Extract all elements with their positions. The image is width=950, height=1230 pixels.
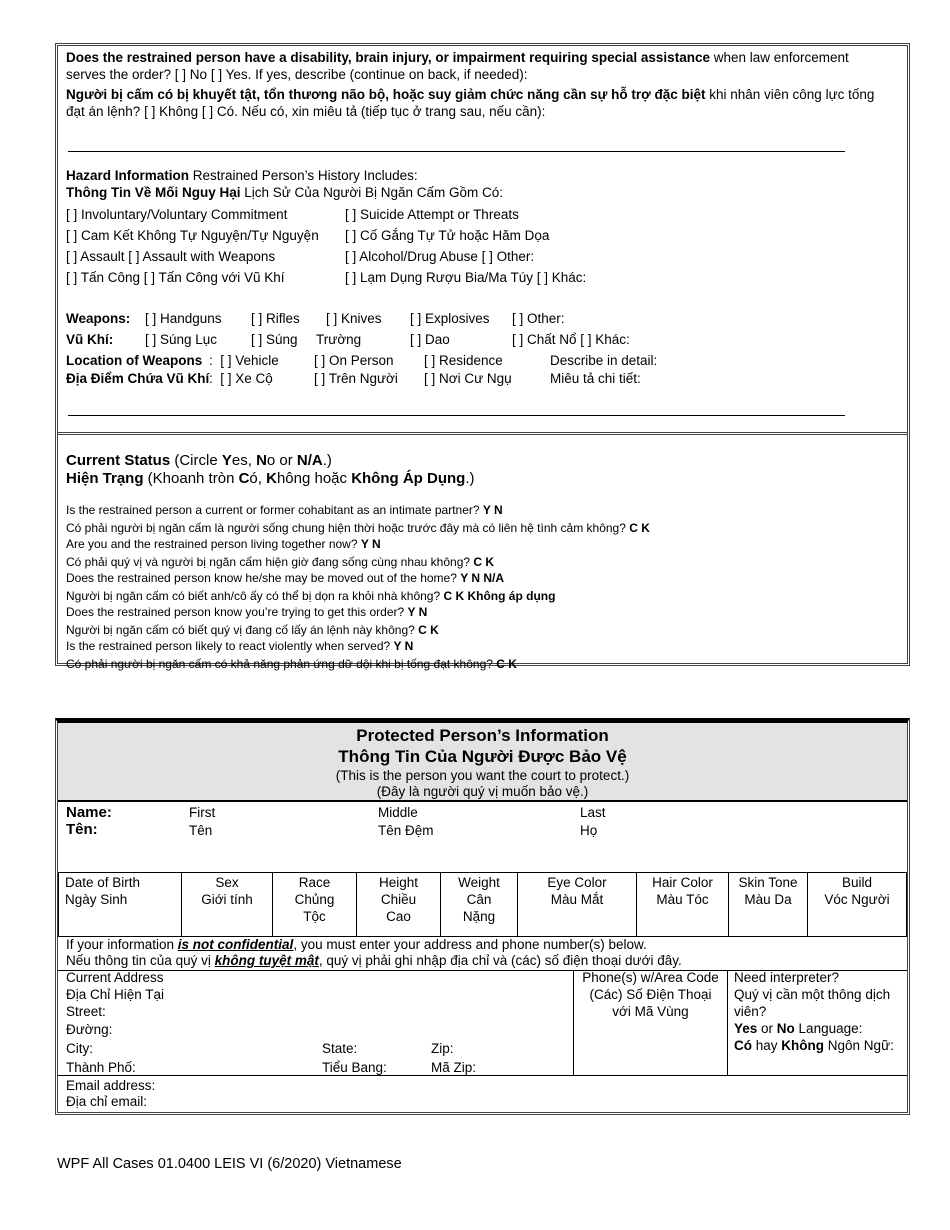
sex-cell[interactable]: Sex Giới tính [182,873,273,937]
interpreter-block[interactable] [734,970,904,1075]
zip-label-vi: Mã Zip: [431,1060,477,1075]
weapon-option[interactable]: [ ] Knives [326,311,382,326]
status-question[interactable]: Are you and the restrained person living together now? Y N [66,537,381,551]
weapons-location-label-en: Location of Weapons [66,353,203,368]
status-question[interactable]: Có phải người bị ngăn cấm có khả năng phản ứng dữ dội khi bị tống đạt không? C K [66,657,517,671]
status-question[interactable]: Người bị ngăn cấm có biết quý vị đang cố lấy án lệnh này không? C K [66,623,439,637]
phone-label-vi: (Các) Số Điện Thoại [589,986,712,1002]
city-label-vi: Thành Phố: [66,1060,136,1075]
hazard-title-en: Hazard Information Restrained Person’s History Includes: [66,168,418,183]
email-label-vi: Địa chỉ email: [66,1094,148,1109]
status-question[interactable]: Có phải người bị ngăn cấm là người sống chung hiện thời hoặc trước đây mà có liên hệ tình cảm không? C K [66,521,650,535]
current-address-label-vi: Địa Chỉ Hiện Tại [66,987,165,1002]
location-option[interactable]: [ ] Residence [424,353,503,368]
current-status-title-vi: Hiện Trạng (Khoanh tròn Có, Không hoặc Không Áp Dụng.) [66,470,475,487]
current-status-title-en: Current Status (Circle Yes, No or N/A.) [66,452,332,469]
location-option[interactable]: [ ] Nơi Cư Ngụ [424,371,512,386]
hazard-option[interactable]: [ ] Involuntary/Voluntary Commitment [66,207,288,222]
protected-person-box [55,718,910,1115]
hazard-option[interactable]: [ ] Suicide Attempt or Threats [345,207,519,222]
status-question[interactable]: Có phải quý vị và người bị ngăn cấm hiện giờ đang sống cùng nhau không? C K [66,555,495,569]
dob-cell[interactable]: Date of Birth Ngày Sinh [59,873,182,937]
hazard-option[interactable]: [ ] Cam Kết Không Tự Nguyện/Tự Nguyện [66,228,319,243]
location-option[interactable]: : [ ] Vehicle [209,353,279,368]
confidentiality-note-vi: Nếu thông tin của quý vị không tuyệt mật, quý vị phải ghi nhập địa chỉ và (các) số điện thoại dưới đây. [66,953,682,968]
weapons-location-label-vi: Địa Điểm Chứa Vũ Khí [66,371,210,386]
height-cell[interactable]: Height Chiều Cao [357,873,441,937]
last-name-label-vi: Họ [580,823,598,838]
hazard-option[interactable]: [ ] Alcohol/Drug Abuse [ ] Other: [345,249,535,264]
restrained-info-box [55,43,910,671]
hazard-option[interactable]: [ ] Lạm Dụng Rượu Bia/Ma Túy [ ] Khác: [345,270,587,285]
middle-name-label: Middle [378,805,418,820]
weapon-option[interactable]: [ ] Other: [512,311,565,326]
interpreter-language-vi: Có hay Không Ngôn Ngữ: [734,1037,894,1053]
city-label: City: [66,1041,93,1056]
phone-label: Phone(s) w/Area Code [582,970,719,985]
build-cell[interactable]: Build Vóc Người [808,873,907,937]
email-label: Email address: [66,1078,156,1093]
status-question[interactable]: Does the restrained person know he/she may be moved out of the home? Y N N/A [66,571,505,585]
status-question[interactable]: Is the restrained person a current or former cohabitant as an intimate partner? Y N [66,503,503,517]
weapon-option[interactable]: [ ] Dao [410,332,450,347]
name-label-vi: Tên: [66,821,98,838]
hazard-option[interactable]: [ ] Assault [ ] Assault with Weapons [66,249,276,264]
location-option[interactable]: [ ] On Person [314,353,394,368]
middle-name-label-vi: Tên Đệm [378,823,434,838]
street-label: Street: [66,1004,106,1019]
email-row[interactable] [58,1075,907,1115]
interpreter-question-vi: Quý vị cần một thông dịch viên? [734,986,891,1019]
skin-tone-cell[interactable]: Skin Tone Màu Da [729,873,808,937]
disability-question-vi: Người bị cấm có bị khuyết tật, tổn thương não bộ, hoặc suy giảm chức năng cần sự hỗ trợ đặc biệt khi nhân viên công lực tống đạt án lệnh? [ ] Không [ ] Có. Nếu có, xin miêu tả (tiếp tục ở trang sau, nếu cần): [66,87,875,119]
first-name-label-vi: Tên [189,823,213,838]
race-cell[interactable]: Race Chủng Tộc [273,873,357,937]
weapons-detail-line[interactable] [68,415,845,416]
protected-subtitle-en: (This is the person you want the court to protect.) [335,767,630,783]
location-describe-label: Describe in detail: [550,353,658,368]
name-row[interactable] [58,802,907,872]
current-address-label: Current Address [66,970,164,985]
weapon-option[interactable]: [ ] Handguns [145,311,222,326]
state-label: State: [322,1041,358,1056]
location-option[interactable]: : [ ] Xe Cộ [209,371,273,386]
interpreter-language-en: Yes or No Language: [734,1020,863,1036]
disability-answer-line[interactable] [68,151,845,152]
confidentiality-note-en: If your information is not confidential, you must enter your address and phone number(s) below. [66,937,647,952]
phone-block[interactable] [574,970,728,1075]
zip-label: Zip: [431,1041,454,1056]
disability-question-en: Does the restrained person have a disability, brain injury, or impairment requiring special assistance when law enforcement serves the order? [ ] No [ ] Yes. If yes, describe (continue on back, if needed): [66,50,849,82]
weapon-option[interactable]: [ ] Rifles [251,311,300,326]
name-label-en: Name: [66,804,112,821]
weapon-option[interactable]: [ ] Chất Nổ [ ] Khác: [512,332,630,347]
street-label-vi: Đường: [66,1022,113,1037]
eye-color-cell[interactable]: Eye Color Màu Mắt [518,873,637,937]
location-describe-label: Miêu tả chi tiết: [550,371,641,386]
weapon-option[interactable]: [ ] Explosives [410,311,490,326]
protected-subtitle-vi: (Đây là người quý vị muốn bảo vệ.) [376,784,589,800]
hazard-option[interactable]: [ ] Cố Gắng Tự Tử hoặc Hăm Dọa [345,228,550,243]
weight-cell[interactable]: Weight Cân Nặng [441,873,518,937]
status-questions [66,503,650,673]
status-question[interactable]: Does the restrained person know you’re trying to get this order? Y N [66,605,428,619]
first-name-label: First [189,805,216,820]
weapons-label-vi: Vũ Khí: [66,332,114,347]
hazard-option[interactable]: [ ] Tấn Công [ ] Tấn Công với Vũ Khí [66,270,285,285]
form-footer: WPF All Cases 01.0400 LEIS VI (6/2020) Vietnamese [57,1156,402,1172]
weapons-label-en: Weapons: [66,311,131,326]
hair-color-cell[interactable]: Hair Color Màu Tóc [637,873,729,937]
confidentiality-note [58,936,907,971]
location-option[interactable]: [ ] Trên Người [314,371,398,386]
section-divider [58,432,907,435]
interpreter-question: Need interpreter? [734,970,840,985]
last-name-label: Last [580,805,606,820]
state-label-vi: Tiểu Bang: [322,1060,387,1075]
protected-header [58,723,907,802]
address-block[interactable] [58,970,574,1075]
status-question[interactable]: Is the restrained person likely to react violently when served? Y N [66,639,414,653]
status-question[interactable]: Người bị ngăn cấm có biết anh/cô ấy có thể bị dọn ra khỏi nhà không? C K Không áp dụng [66,589,556,603]
weapon-option[interactable]: [ ] Súng Trường [251,332,362,347]
hazard-title-vi: Thông Tin Về Mối Nguy Hại Lịch Sử Của Người Bị Ngăn Cấm Gồm Có: [66,185,504,200]
weapon-option[interactable]: [ ] Súng Lục [145,332,218,347]
protected-title-vi: Thông Tin Của Người Được Bảo Vệ [338,747,627,767]
physical-description-table [58,872,907,937]
phone-label-vi-2: với Mã Vùng [612,1003,689,1019]
protected-title-en: Protected Person’s Information [356,726,609,745]
